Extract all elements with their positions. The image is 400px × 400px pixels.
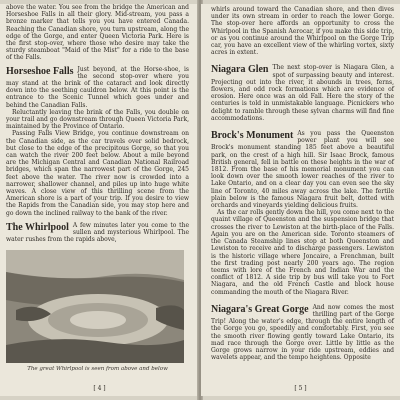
- whirlpool-section: [6, 222, 189, 244]
- brock-heading: Brock's Monument: [211, 130, 294, 142]
- gorge-section: [211, 304, 394, 362]
- whirlpool-continued-paragraph: whirls around toward the Canadian shore, and then dives under its own stream in order to reach the lower Gorge. The stop-over here affords an opportunity to cross the Whirlpool in the Spanish Aerocar, if you make this side trip, or as you continue around the Whirlpool on the Gorge Trip car, you have an excellent view of the whirling vortex, sixty acres in extent.: [211, 6, 394, 57]
- page-number-left: [ 4 ]: [93, 385, 106, 392]
- brock-paragraph-1: As you pass the Queenston power plant you will see Brock's monument standing 185 feet above a beautiful park, on the crest of a high hill. Sir Isaac Brock, famous British general, fell in battle on these heights in the war of 1812. From the base of his memorial monument you can look down over the smooth lower reaches of the river to Lake Ontario, and on a clear day you can even see the sky line of Toronto, 40 miles away across the lake. The fertile plain below is the famous Niagara fruit belt, dotted with orchards and vineyards yielding delicious fruits.: [211, 130, 394, 210]
- glen-section: [211, 64, 394, 122]
- brock-paragraph-2: As the car rolls gently down the hill, you come next to the quaint village of Queenston and the suspension bridge that crosses the river to Lewiston at the birth-place of the Falls. Again you are on the American side. Toronto steamers of the Canada Steamship lines stop at both Queenston and Lewiston to receive and to discharge passengers. Lewiston is the historic village where Joncaire, a Frenchman, built the first trading post nearly 200 years ago. The region teems with lore of the French and Indian War and the conflict of 1812. A side trip by bus will take you to Fort Niagara, and the old French Castle and block house commanding the mouth of the Niagara River.: [211, 209, 394, 296]
- whirlpool-paragraph: A few minutes later you come to the sullen and mysterious Whirlpool. The water rushes from the rapids above,: [6, 221, 189, 244]
- glen-paragraph: The next stop-over is Niagara Glen, a spot of surpassing beauty and interest. Projecting out into the river, it abounds in trees, ferns, flowers, and odd rock formations which are evidence of erosion. Here once was an old Fall. Here the story of the centuries is told in unmistakable language. Picnickers who delight to ramble through these sylvan charms will find fine accommodations.: [211, 64, 394, 122]
- gorge-heading: Niagara's Great Gorge: [211, 303, 309, 315]
- horseshoe-heading: Horseshoe Falls: [6, 65, 74, 77]
- brock-section: [211, 130, 394, 296]
- whirlpool-heading: The Whirlpool: [6, 221, 69, 233]
- right-page: [201, 4, 400, 396]
- horseshoe-paragraph-2: Reluctantly leaving the brink of the Falls, you double on your trail and go downstream through Queen Victoria Park, maintained by the Province of Ontario.: [6, 108, 189, 131]
- gorge-paragraph: And now comes the most thrilling part of the Gorge Trip! Along the water's edge, through the entire length of the Gorge you go, speedily and comfortably. First, you see the smooth river flowing gently toward Lake Ontario, its mad race through the Gorge over. Little by little as the Gorge grows narrow in your ride upstream, eddies and wavelets appear, and the tempo heightens. Opposite: [211, 303, 394, 362]
- page-number-right: [ 5 ]: [294, 385, 307, 392]
- horseshoe-paragraph-1: Just beyond, at the Horse-shoe, is the second stop-over where you may stand at the brink of the cataract and look directly down into the seething cauldron below. At this point is the entrance to the Scenic Tunnel which goes under and behind the Canadian Falls.: [6, 65, 189, 109]
- photo-caption: The great Whirlpool is seen from above and below: [27, 365, 168, 372]
- whirlpool-photo: [6, 250, 184, 363]
- horseshoe-paragraph-3: Passing Falls View Bridge, you continue downstream on the Canadian side, as the car travels over solid bedrock, but close to the edge of the precipitous Gorge, so that you can watch the river 200 feet below. About a mile beyond are the Michigan Central and Canadian National Railroad bridges, which span the narrowest part of the Gorge, 245 feet above the water. The river now is crowded into a narrower, shallower channel, and piles up into huge white waves. A close view of this thrilling scene from the American shore is a part of your trip. If you desire to view the Rapids from the Canadian side, you may stop here and go down the inclined railway to the bank of the river.: [6, 130, 189, 217]
- glen-heading: Niagara Glen: [211, 64, 269, 76]
- left-page: [0, 4, 199, 396]
- horseshoe-section: [6, 66, 189, 217]
- intro-paragraph: above the water. You see from the bridge the American and Horseshoe Falls in all their glory. Mid-stream, you pass a bronze marker that tells you you have entered Canada. Reaching the Canadian shore, you turn upstream, along the edge of the Gorge, and enter Queen Victoria Park. Here is the first stop-over, where those who desire may take the sturdy steamboat "Maid of the Mist" for a ride to the base of the Falls.: [6, 4, 189, 62]
